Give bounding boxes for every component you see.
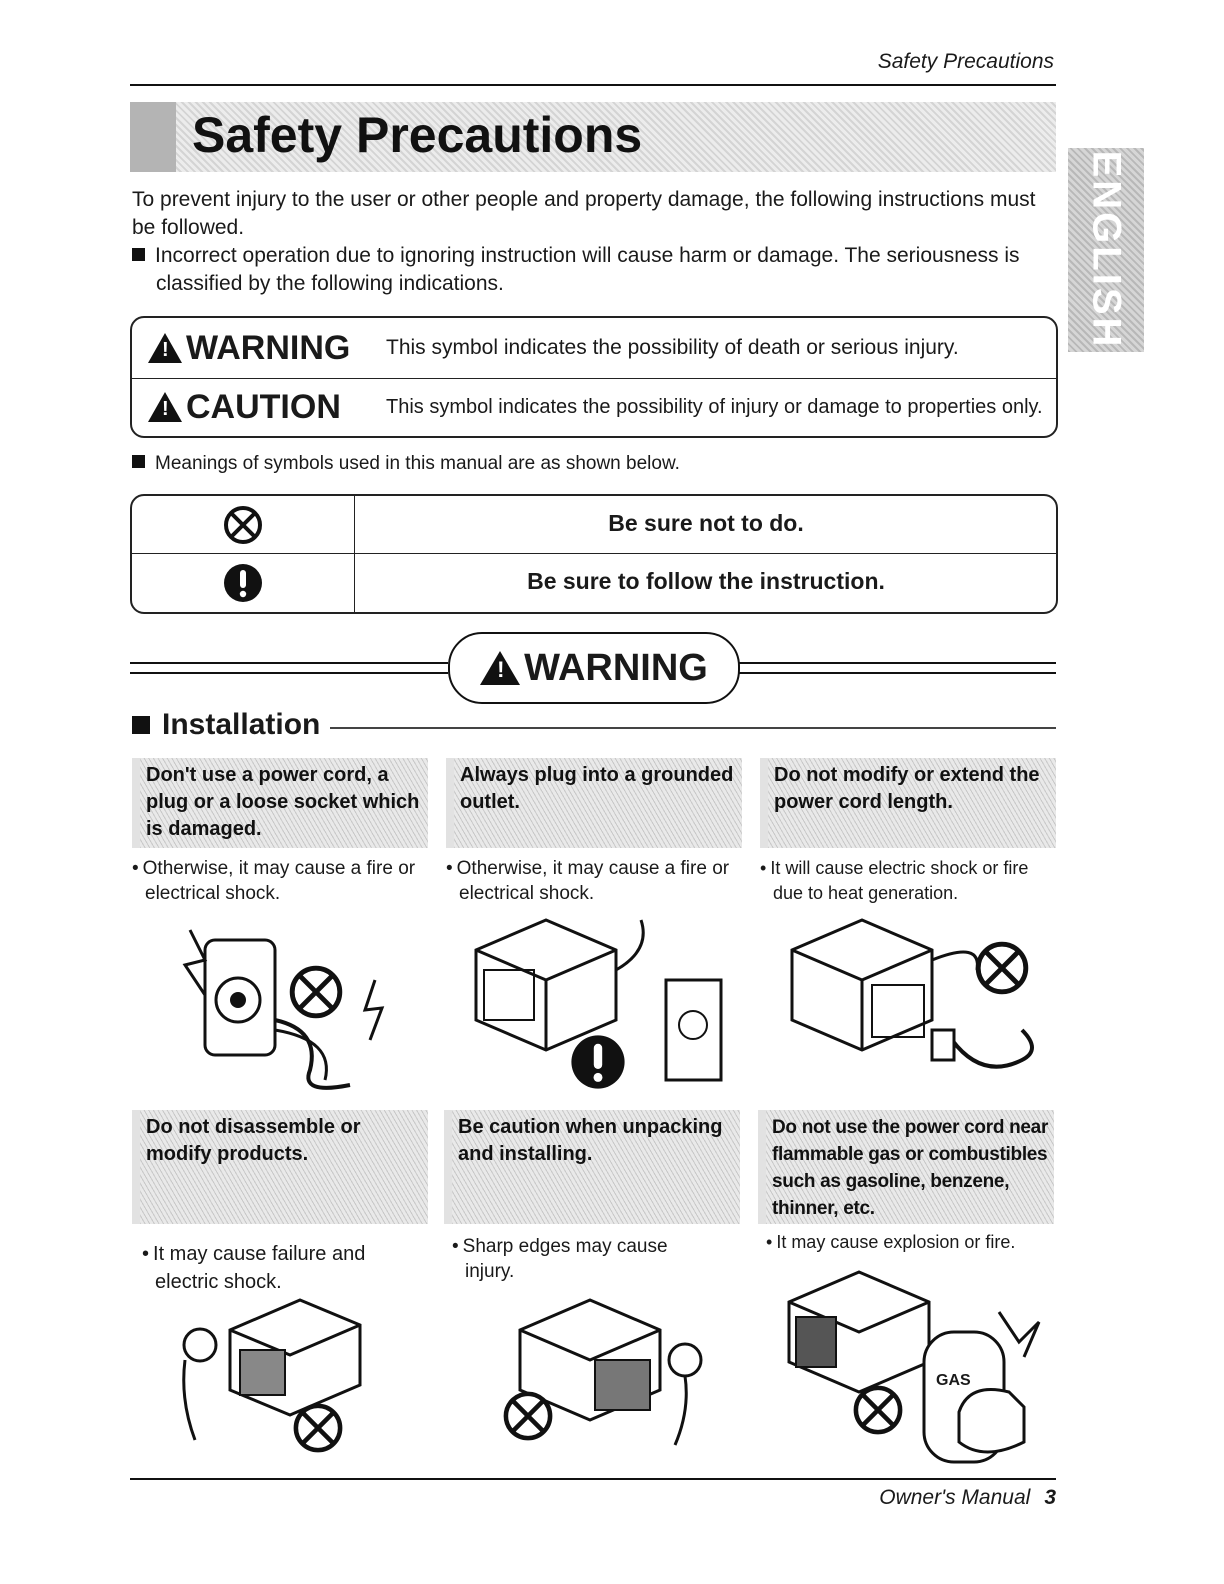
mandatory-icon bbox=[570, 1034, 626, 1090]
prohibited-icon bbox=[292, 1402, 344, 1454]
card-4-body: • It may cause failure and electric shock. bbox=[142, 1243, 366, 1293]
bullet-square-icon bbox=[132, 455, 145, 468]
gas-label: GAS bbox=[936, 1372, 971, 1389]
intro-bullet-text: Incorrect operation due to ignoring instruction will cause harm or damage. The seriousness is classified by the following indications. bbox=[155, 244, 1020, 295]
language-tab bbox=[1068, 148, 1144, 352]
caution-triangle-icon: ! bbox=[148, 392, 182, 422]
symbol-cell-mandatory bbox=[132, 554, 355, 612]
card-5-heading: Be caution when unpacking and installing. bbox=[444, 1110, 740, 1224]
prohibited-icon bbox=[502, 1390, 554, 1442]
symbols-table bbox=[130, 494, 1058, 614]
page-title: Safety Precautions bbox=[192, 107, 643, 163]
prohibited-icon bbox=[974, 940, 1030, 996]
card-3-body: • It will cause electric shock or fire due to heat generation. bbox=[760, 858, 1029, 903]
warning-triangle-icon: ! bbox=[480, 651, 520, 685]
disassemble-illustration bbox=[170, 1290, 390, 1450]
prohibited-icon bbox=[288, 964, 344, 1020]
footer bbox=[879, 1486, 1056, 1510]
card-5-body: • Sharp edges may cause injury. bbox=[452, 1236, 668, 1282]
prohibited-icon bbox=[852, 1384, 904, 1436]
card-6-body: • It may cause explosion or fire. bbox=[766, 1232, 1016, 1252]
card-6-heading: Do not use the power cord near flammable gas or combustibles such as gasoline, benzene, thinner, etc. bbox=[758, 1110, 1054, 1224]
title-band bbox=[130, 102, 1056, 172]
caution-label: ! CAUTION bbox=[132, 388, 386, 427]
card-2-body: • Otherwise, it may cause a fire or electrical shock. bbox=[446, 858, 730, 904]
warning-label: ! WARNING bbox=[132, 329, 386, 368]
power-cord-extension-illustration bbox=[782, 910, 1052, 1100]
warning-description: This symbol indicates the possibility of death or serious injury. bbox=[386, 336, 959, 359]
section-rule bbox=[330, 727, 1056, 729]
footer-label: Owner's Manual bbox=[879, 1486, 1031, 1509]
symbol-text-prohibited: Be sure not to do. bbox=[608, 510, 804, 536]
header-rule bbox=[130, 84, 1056, 86]
symbol-text-mandatory: Be sure to follow the instruction. bbox=[527, 568, 885, 594]
card-3-heading: Do not modify or extend the power cord length. bbox=[760, 758, 1056, 848]
section-title: Installation bbox=[132, 708, 320, 742]
card-1-body: • Otherwise, it may cause a fire or electrical shock. bbox=[132, 858, 416, 904]
warning-pill: ! WARNING bbox=[448, 632, 740, 704]
warning-triangle-icon: ! bbox=[148, 333, 182, 363]
footer-rule bbox=[130, 1478, 1056, 1480]
prohibited-icon bbox=[223, 505, 263, 545]
running-header: Safety Precautions bbox=[877, 50, 1054, 73]
mandatory-icon bbox=[223, 563, 263, 603]
bullet-square-icon bbox=[132, 248, 145, 261]
intro-bullet bbox=[132, 242, 1056, 298]
banner-double-rule-right bbox=[736, 662, 1056, 674]
caution-description: This symbol indicates the possibility of injury or damage to properties only. bbox=[386, 395, 1043, 418]
card-1-heading: Don't use a power cord, a plug or a loose socket which is damaged. bbox=[132, 758, 428, 848]
symbols-note: Meanings of symbols used in this manual are as shown below. bbox=[132, 450, 1052, 478]
warning-row bbox=[132, 318, 1056, 379]
card-4-heading: Do not disassemble or modify products. bbox=[132, 1110, 428, 1224]
banner-double-rule-left bbox=[130, 662, 448, 674]
caution-row bbox=[132, 378, 1056, 436]
warning-banner bbox=[130, 632, 1056, 704]
damaged-plug-illustration bbox=[150, 920, 420, 1100]
intro-text: To prevent injury to the user or other people and property damage, the following instructions must be followed. bbox=[132, 188, 1036, 239]
title-block-accent bbox=[130, 102, 176, 172]
language-tab-label: ENGLISH bbox=[1084, 150, 1129, 350]
section-square-icon bbox=[132, 716, 150, 734]
symbol-cell-prohibited bbox=[132, 496, 355, 553]
gas-hazard-illustration bbox=[784, 1262, 1044, 1472]
signal-word-box bbox=[130, 316, 1058, 438]
page-number: 3 bbox=[1044, 1486, 1056, 1509]
card-2-heading: Always plug into a grounded outlet. bbox=[446, 758, 742, 848]
